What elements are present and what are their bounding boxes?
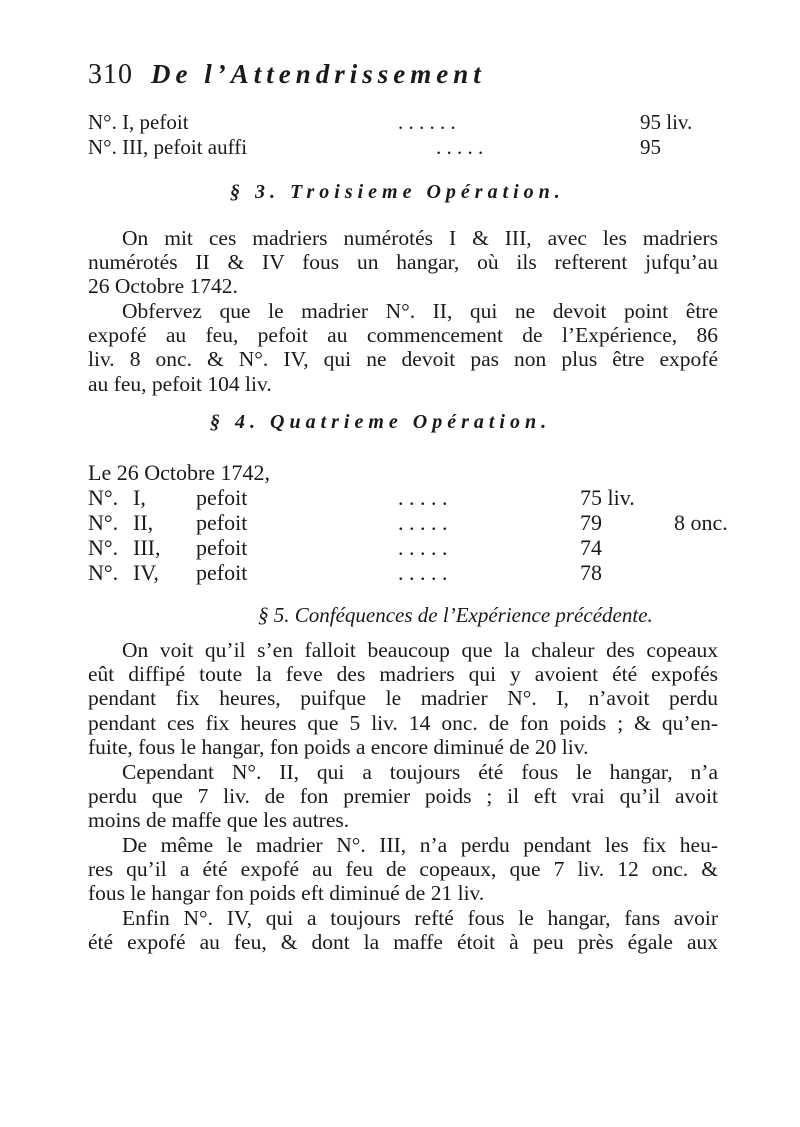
section-heading [210,407,551,436]
table-cell-num: N°. [88,510,119,535]
table-cell-label: pefoit [196,535,248,560]
table-cell-label: pefoit [196,510,248,535]
weight-line [88,135,247,159]
paragraph [88,760,718,833]
text-line: res qu’il a été expofé au feu de copeaux, que 7 liv. 12 onc. & [88,857,718,882]
table-cell-label: pefoit [196,560,248,585]
section-heading [230,177,565,206]
table-cell-roman: III, [133,535,161,560]
table-cell-num: N°. [88,560,119,585]
date-line: Le 26 Octobre 1742, [88,460,271,485]
paragraph [88,906,718,954]
table-cell-roman: IV, [133,560,159,585]
text-line: liv. 8 onc. & N°. IV, qui ne devoit pas non plus être expofé [88,347,718,372]
text-line: perdu que 7 liv. de fon premier poids ; il eft vrai qu’il avoit [88,784,718,809]
table-cell-num: N°. [88,535,119,560]
weight-label: N°. I, pefoit [88,110,189,134]
table-cell-label: pefoit [196,485,248,510]
running-title: De l’Attendrissement [151,59,486,89]
page-number: 310 [88,59,133,90]
text-line: été expofé au feu, & dont la maffe étoit à peu près égale aux [88,930,718,955]
leader-dots: . . . . . [398,560,448,585]
table-cell-value: 78 [580,560,602,585]
text-line: numérotés II & IV fous un hangar, où ils refterent jufqu’au [88,250,718,275]
page-header [88,56,486,93]
text-line: au feu, pefoit 104 liv. [88,371,272,396]
table-cell-value: 75 liv. [580,485,635,510]
text-line: On voit qu’il s’en falloit beaucoup que la chaleur des copeaux [122,638,718,662]
text-line: fuite, fous le hangar, fon poids a encore diminué de 20 liv. [88,734,589,759]
weight-value: 95 [640,135,661,159]
text-line: moins de maffe que les autres. [88,808,350,833]
section-5-heading: § 5. Conféquences de l’Expérience précédente. [258,603,653,627]
text-line: expofé au feu, pefoit au commencement de l’Expérience, 86 [88,323,718,348]
text-line: On mit ces madriers numérotés I & III, avec les madriers [122,226,718,250]
text-line: eût diffipé toute la feve des madriers qui y avoient été expofés [88,662,718,687]
table-cell-roman: I, [133,485,146,510]
text-line: 26 Octobre 1742. [88,274,238,299]
leader-dots: . . . . . [398,510,448,535]
leader-dots: . . . . . . [398,110,456,134]
table-cell-roman: II, [133,510,154,535]
leader-dots: . . . . . [398,535,448,560]
leader-dots: . . . . . [398,485,448,510]
section-heading [258,601,653,629]
table-cell-value: 74 [580,535,602,560]
weight-value: 95 liv. [640,110,693,134]
text-line: pendant fix heures, puifque le madrier N°. I, n’avoit perdu [88,686,718,711]
table-cell-value: 79 [580,510,602,535]
paragraph [88,226,718,299]
text-line: Obfervez que le madrier N°. II, qui ne devoit point être [122,299,718,323]
weight-label: N°. III, pefoit auffi [88,135,248,159]
paragraph [88,833,718,906]
text-line: De même le madrier N°. III, n’a perdu pendant les fix heu- [122,833,718,857]
table-cell-extra: 8 onc. [674,510,728,535]
text-line: Enfin N°. IV, qui a toujours refté fous le hangar, fans avoir [122,906,718,930]
leader-dots: . . . . . [436,135,484,159]
text-line: pendant ces fix heures que 5 liv. 14 onc. de fon poids ; & qu’en- [88,710,718,735]
section-4-heading: § 4. Quatrieme Opération. [210,411,552,433]
section-3-heading: § 3. Troisieme Opération. [230,181,565,203]
paragraph [88,638,718,759]
paragraph [88,299,718,396]
text-line: fous le hangar fon poids eft diminué de 21 liv. [88,881,485,906]
weight-line [88,110,189,134]
text-line: Cependant N°. II, qui a toujours été fous le hangar, n’a [122,760,718,784]
table-cell-num: N°. [88,485,119,510]
